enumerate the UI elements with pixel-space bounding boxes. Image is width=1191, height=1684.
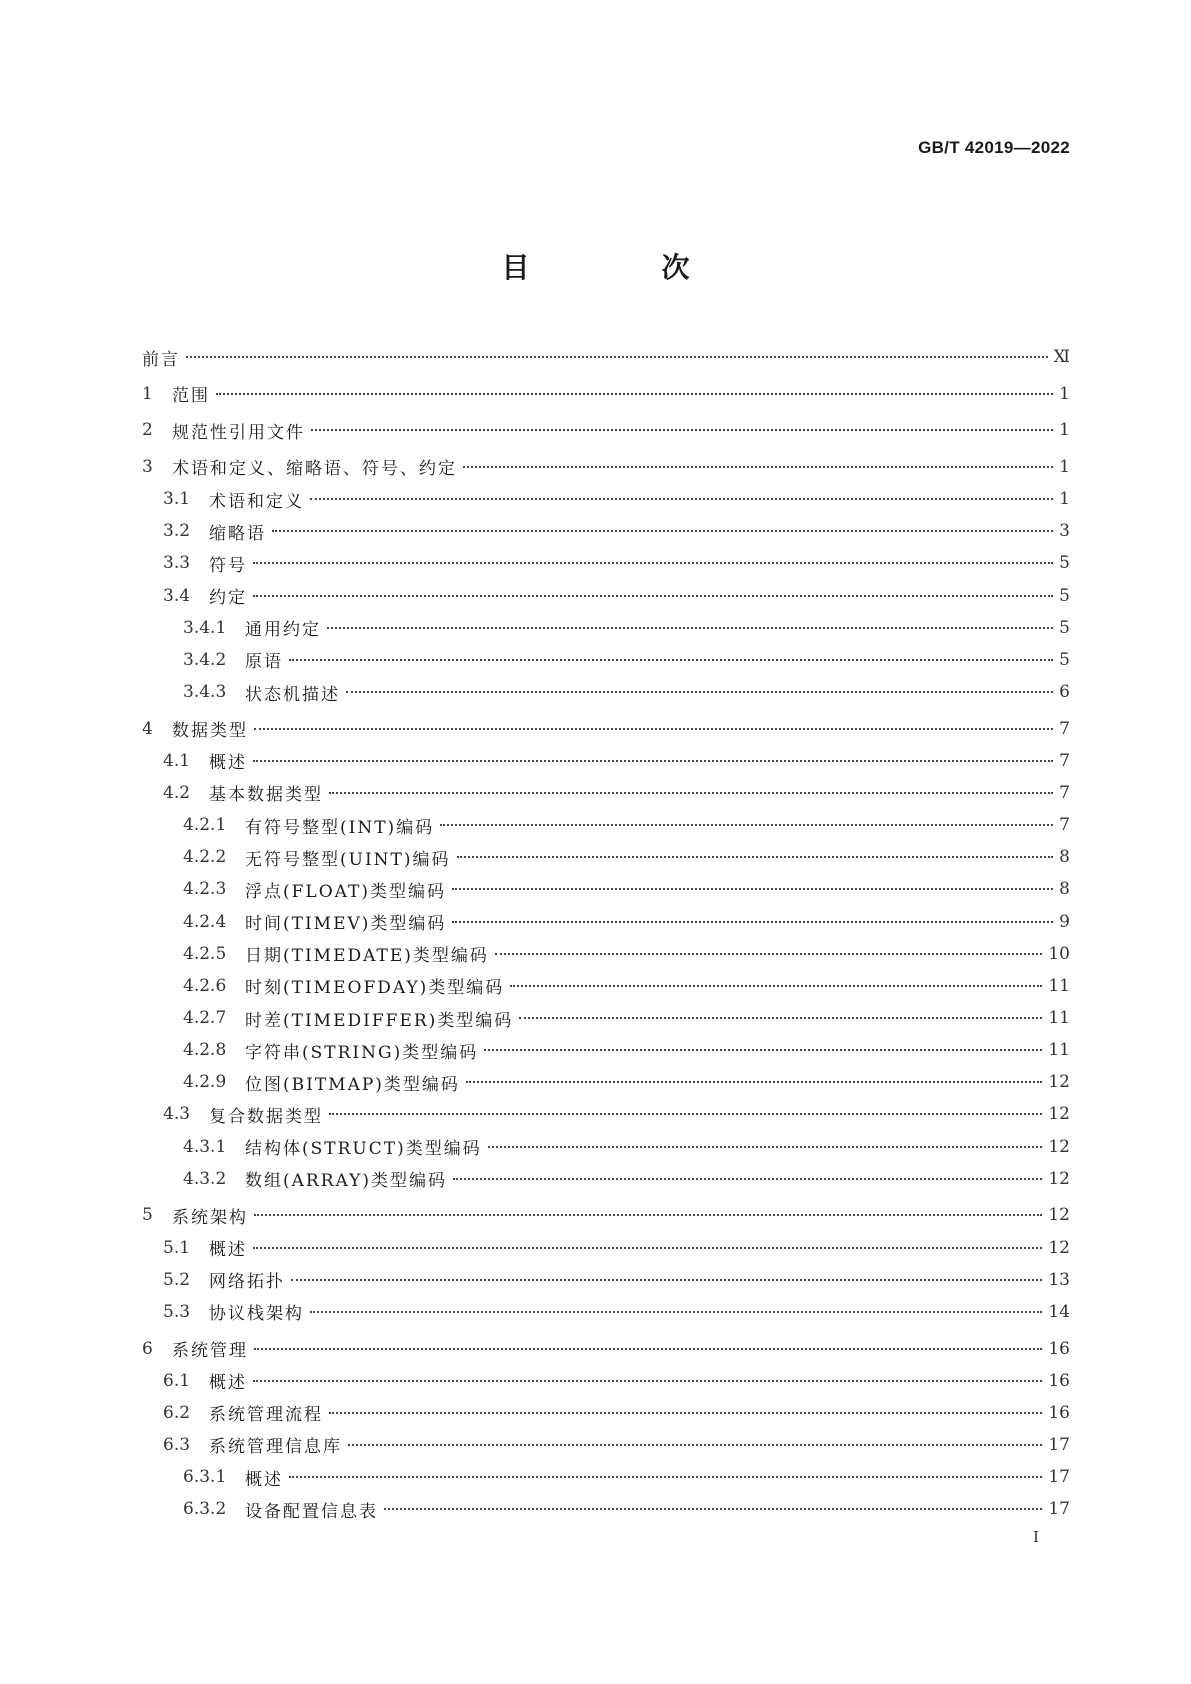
toc-page-number: 8: [1059, 847, 1070, 868]
toc-dot-leader: [291, 1279, 1042, 1281]
toc-dot-leader: [452, 888, 1053, 890]
toc-entry-label: 时间(TIMEV)类型编码: [245, 914, 447, 935]
toc-entry[interactable]: [183, 875, 1070, 903]
toc-page-number: 5: [1059, 617, 1070, 638]
toc-entry[interactable]: [163, 582, 1070, 610]
toc-entry[interactable]: [183, 1133, 1070, 1161]
toc-page-number: 7: [1059, 782, 1070, 803]
toc-entry-number: 4.2.5: [183, 943, 227, 964]
toc-page-number: 8: [1059, 879, 1070, 900]
toc-entry-number: 5: [142, 1205, 153, 1226]
toc-dot-leader: [253, 595, 1053, 597]
toc-dot-leader: [272, 530, 1053, 532]
toc-dot-leader: [311, 429, 1053, 431]
toc-entry-number: 4.3: [163, 1104, 191, 1125]
toc-dot-leader: [495, 953, 1042, 955]
toc-entry[interactable]: [183, 1004, 1070, 1032]
toc-entry-number: 3.4.3: [183, 682, 227, 702]
toc-page-number: 11: [1048, 1040, 1070, 1061]
toc-entry-number: 6.3.1: [183, 1467, 227, 1488]
toc-entry[interactable]: [142, 343, 1070, 371]
toc-entry-label: 字符串(STRING)类型编码: [245, 1042, 479, 1063]
toc-entry[interactable]: [183, 908, 1070, 936]
toc-entry-number: 4.2.3: [183, 879, 227, 900]
toc-page-number: 14: [1048, 1301, 1070, 1322]
toc-page-number: 7: [1059, 718, 1070, 739]
toc-dot-leader: [253, 1380, 1042, 1382]
toc-entry-label: 术语和定义、缩略语、符号、约定: [172, 459, 457, 480]
toc-entry[interactable]: [183, 940, 1070, 968]
toc-page-number: 13: [1048, 1269, 1070, 1290]
toc-dot-leader: [329, 792, 1053, 794]
toc-entry[interactable]: [163, 1234, 1070, 1262]
toc-entry-label: 数据类型: [172, 721, 248, 742]
toc-dot-leader: [310, 1311, 1042, 1313]
toc-page-number: 16: [1048, 1338, 1070, 1359]
toc-entry-number: 6: [142, 1338, 153, 1359]
toc-entry-number: 6.3: [163, 1434, 191, 1455]
toc-page-number: 12: [1048, 1237, 1070, 1258]
toc-page-number: 7: [1059, 815, 1070, 836]
toc-page-number: 12: [1048, 1205, 1070, 1226]
toc-entry-number: 3.1: [163, 489, 191, 510]
toc-page-number: 6: [1059, 682, 1070, 702]
toc-entry-label: 基本数据类型: [209, 785, 323, 806]
toc-entry-label: 约定: [209, 588, 247, 609]
toc-entry-number: 4.2.1: [183, 815, 227, 836]
toc-entry-label: 系统架构: [172, 1207, 248, 1228]
toc-entry[interactable]: [142, 416, 1070, 444]
toc-page-number: 10: [1048, 943, 1070, 964]
toc-page-number: 11: [1048, 1008, 1070, 1028]
toc-page-number: Ⅺ: [1053, 347, 1070, 367]
toc-entry-label: 系统管理流程: [209, 1405, 323, 1426]
toc-dot-leader: [289, 1476, 1042, 1478]
toc-page-number: 12: [1048, 1168, 1070, 1189]
toc-page-number: 5: [1059, 585, 1070, 606]
toc-entry-number: 2: [142, 420, 153, 441]
toc-dot-leader: [329, 1113, 1042, 1115]
toc-page-number: 17: [1048, 1467, 1070, 1488]
toc-page-number: 1: [1059, 456, 1070, 477]
toc-entry[interactable]: [163, 549, 1070, 577]
toc-dot-leader: [384, 1508, 1042, 1510]
toc-entry-label: 概述: [209, 753, 247, 774]
toc-entry-number: 4.2.8: [183, 1040, 227, 1061]
toc-entry-label: 范围: [172, 386, 210, 407]
toc-dot-leader: [457, 856, 1054, 858]
toc-entry-label: 位图(BITMAP)类型编码: [245, 1074, 460, 1095]
toc-entry[interactable]: [183, 811, 1070, 839]
toc-entry-label: 无符号整型(UINT)编码: [245, 849, 451, 870]
toc-entry-number: 4.2.6: [183, 975, 227, 996]
toc-entry-number: 4.2.9: [183, 1072, 227, 1093]
toc-entry-number: 4.2: [163, 782, 191, 803]
toc-entry[interactable]: [183, 614, 1070, 642]
toc-dot-leader: [453, 1178, 1042, 1180]
toc-entry[interactable]: [142, 453, 1070, 481]
toc-entry-label: 系统管理: [172, 1341, 248, 1361]
toc-entry-number: 3.4.2: [183, 649, 227, 670]
toc-page-number: 16: [1048, 1402, 1070, 1423]
toc-entry-number: 4.3.2: [183, 1168, 227, 1189]
toc-entry-number: 3.2: [163, 521, 191, 542]
toc-dot-leader: [463, 466, 1053, 468]
toc-dot-leader: [348, 1444, 1042, 1446]
toc-entry[interactable]: [183, 646, 1070, 674]
toc-entry[interactable]: [163, 485, 1070, 513]
toc-entry-number: 4.2.4: [183, 911, 227, 932]
page-title: 目 次: [501, 251, 742, 284]
toc-entry-number: 3.3: [163, 553, 191, 574]
toc-entry-label: 原语: [245, 652, 283, 673]
toc-entry-number: 6.1: [163, 1370, 191, 1391]
toc-entry-label: 协议栈架构: [209, 1304, 304, 1325]
toc-page-number: 11: [1048, 975, 1070, 996]
toc-page-number: 1: [1059, 489, 1070, 510]
toc-entry-label: 概述: [209, 1373, 247, 1394]
toc-entry-number: 5.3: [163, 1301, 191, 1322]
toc-dot-leader: [484, 1049, 1042, 1051]
toc-dot-leader: [488, 1146, 1043, 1148]
toc-dot-leader: [510, 985, 1042, 987]
toc-entry-number: 6.2: [163, 1402, 191, 1423]
toc-entry[interactable]: [183, 1068, 1070, 1096]
toc-entry-number: 3: [142, 456, 153, 477]
toc-entry-number: 5.2: [163, 1269, 191, 1290]
toc-entry-label: 系统管理信息库: [209, 1437, 342, 1458]
toc-dot-leader: [253, 760, 1053, 762]
page-folio: Ⅰ: [1033, 1528, 1039, 1546]
toc-entry-label: 规范性引用文件: [172, 422, 305, 443]
toc-entry[interactable]: [142, 715, 1070, 743]
toc-dot-leader: [310, 498, 1053, 500]
toc-entry-label: 复合数据类型: [209, 1106, 323, 1127]
toc-entry[interactable]: [183, 678, 1070, 706]
toc-entry-number: 1: [142, 383, 153, 404]
toc-dot-leader: [254, 728, 1053, 730]
toc-dot-leader: [346, 691, 1053, 693]
toc-dot-leader: [452, 921, 1053, 923]
toc-entry[interactable]: [163, 517, 1070, 545]
toc-entry-label: 概述: [209, 1240, 247, 1261]
toc-entry-label: 日期(TIMEDATE)类型编码: [245, 946, 489, 967]
toc-entry[interactable]: [183, 1463, 1070, 1491]
toc-page-number: 12: [1048, 1072, 1070, 1093]
toc-dot-leader: [186, 356, 1048, 358]
toc-dot-leader: [327, 627, 1053, 629]
toc-entry[interactable]: [163, 1431, 1070, 1459]
toc-page-number: 17: [1048, 1499, 1070, 1520]
toc-dot-leader: [253, 562, 1053, 564]
toc-page-number: 12: [1048, 1136, 1070, 1157]
toc-entry[interactable]: [163, 779, 1070, 807]
toc-entry-number: 4.3.1: [183, 1136, 227, 1157]
toc-page-number: 7: [1059, 750, 1070, 771]
toc-entry[interactable]: [142, 380, 1070, 408]
toc-page-number: 9: [1059, 911, 1070, 932]
toc-entry[interactable]: [183, 972, 1070, 1000]
toc-dot-leader: [466, 1081, 1042, 1083]
toc-entry[interactable]: [163, 1298, 1070, 1326]
toc-entry-label: 网络拓扑: [209, 1272, 285, 1293]
toc-page-number: 5: [1059, 553, 1070, 574]
toc-entry-label: 通用约定: [245, 620, 321, 641]
toc-entry[interactable]: [163, 747, 1070, 775]
toc-entry-label: 状态机描述: [245, 684, 340, 705]
toc-entry-label: 前言: [142, 349, 180, 370]
toc-entry[interactable]: [163, 1367, 1070, 1395]
toc-entry-number: 5.1: [163, 1237, 191, 1258]
toc-page-number: 17: [1048, 1434, 1070, 1455]
toc-page-number: 12: [1048, 1104, 1070, 1125]
toc-entry-label: 时差(TIMEDIFFER)类型编码: [245, 1010, 514, 1031]
toc-page-number: 3: [1059, 521, 1070, 542]
toc-page-number: 1: [1059, 420, 1070, 441]
toc-dot-leader: [329, 1412, 1042, 1414]
toc-entry[interactable]: [163, 1100, 1070, 1128]
toc-entry-number: 4.2.7: [183, 1008, 227, 1028]
toc-dot-leader: [254, 1348, 1042, 1350]
toc-entry[interactable]: [183, 843, 1070, 871]
toc-dot-leader: [440, 824, 1053, 826]
toc-dot-leader: [216, 393, 1053, 395]
toc-entry-label: 浮点(FLOAT)类型编码: [245, 881, 446, 902]
toc-entry[interactable]: [163, 1399, 1070, 1427]
toc-entry[interactable]: [142, 1335, 1070, 1363]
toc-page-number: 1: [1059, 383, 1070, 404]
toc-entry-label: 结构体(STRUCT)类型编码: [245, 1139, 482, 1160]
toc-entry-number: 4.1: [163, 750, 191, 771]
toc-entry-label: 概述: [245, 1469, 283, 1490]
toc-dot-leader: [289, 659, 1053, 661]
toc-entry-number: 4.2.2: [183, 847, 227, 868]
toc-entry[interactable]: [163, 1266, 1070, 1294]
toc-entry[interactable]: [183, 1495, 1070, 1523]
toc-entry-label: 设备配置信息表: [245, 1501, 378, 1522]
toc-dot-leader: [254, 1214, 1042, 1216]
toc-entry-label: 数组(ARRAY)类型编码: [245, 1171, 447, 1192]
toc-entry[interactable]: [183, 1036, 1070, 1064]
standard-number: GB/T 42019—2022: [918, 138, 1070, 157]
toc-entry[interactable]: [183, 1165, 1070, 1193]
toc-dot-leader: [253, 1247, 1042, 1249]
toc-entry-label: 符号: [209, 555, 247, 576]
toc-entry-number: 6.3.2: [183, 1499, 227, 1520]
toc-entry-number: 4: [142, 718, 153, 739]
toc-entry-label: 时刻(TIMEOFDAY)类型编码: [245, 978, 505, 999]
toc-dot-leader: [519, 1017, 1042, 1019]
toc-entry-label: 缩略语: [209, 523, 266, 544]
toc-entry[interactable]: [142, 1201, 1070, 1229]
toc-page-number: 16: [1048, 1370, 1070, 1391]
toc-entry-number: 3.4.1: [183, 617, 227, 638]
toc-entry-number: 3.4: [163, 585, 191, 606]
toc-entry-label: 术语和定义: [209, 491, 304, 512]
toc-entry-label: 有符号整型(INT)编码: [245, 817, 435, 838]
toc-page-number: 5: [1059, 649, 1070, 670]
